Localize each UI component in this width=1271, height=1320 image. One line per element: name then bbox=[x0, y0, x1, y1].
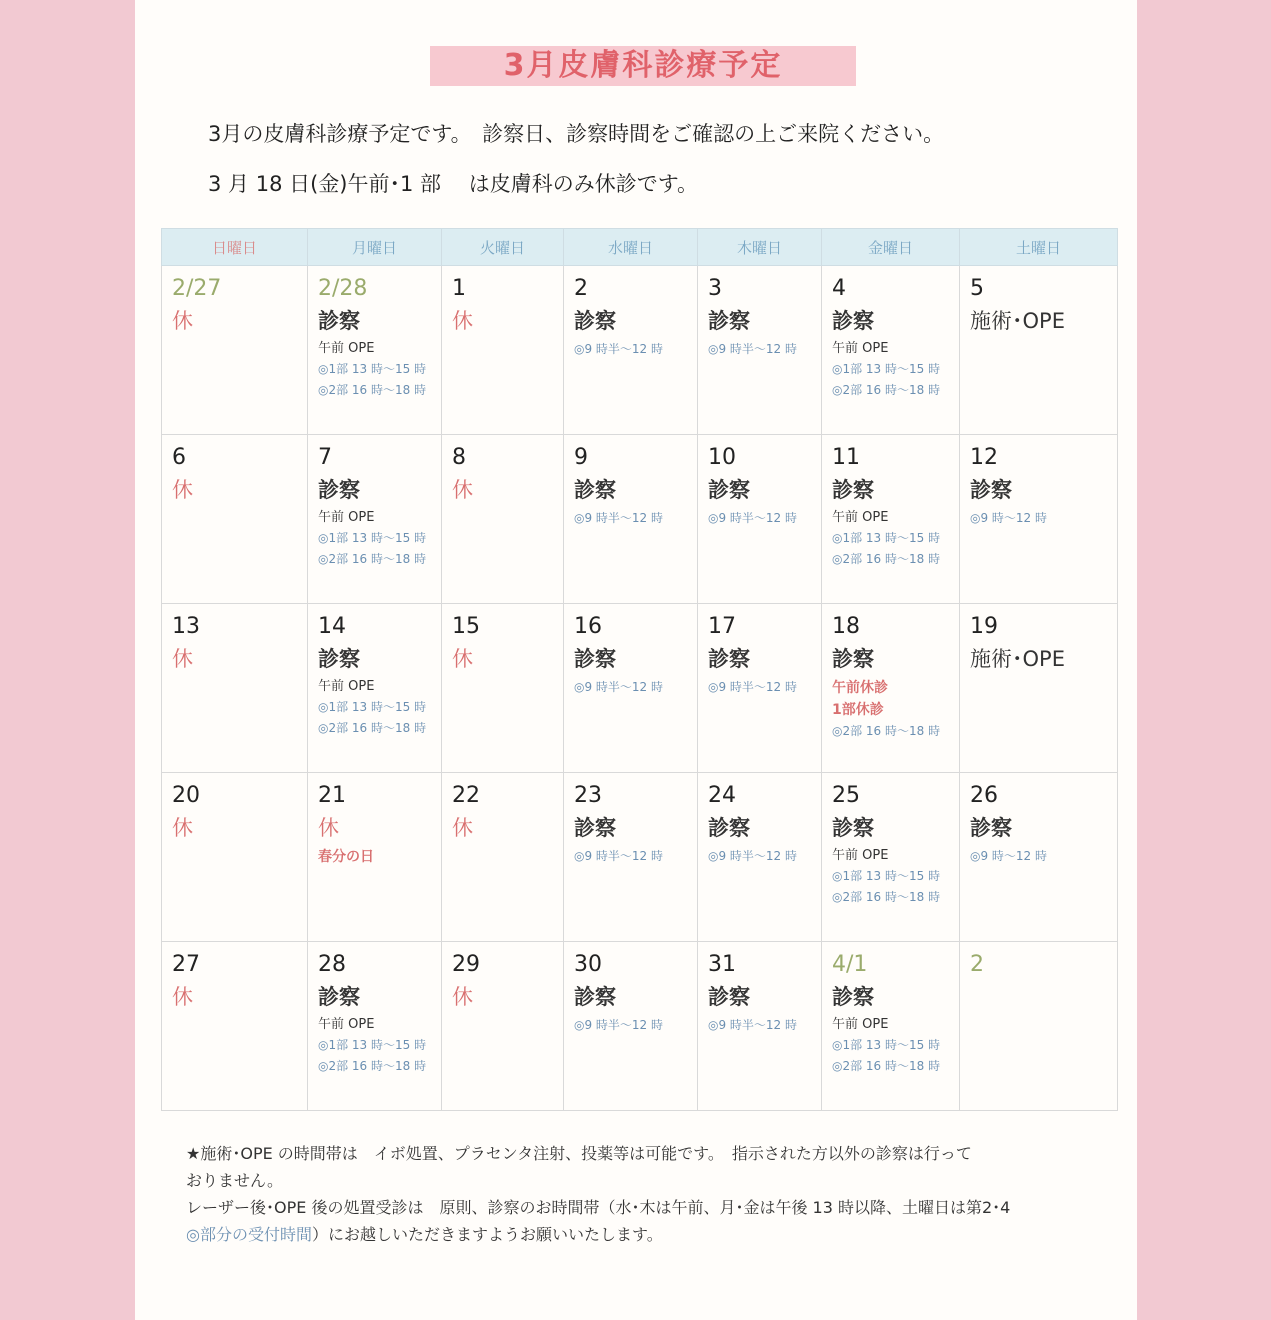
day-date: 17 bbox=[708, 614, 736, 639]
am-time: ◎9 時半～12 時 bbox=[574, 680, 664, 694]
day-date: 31 bbox=[708, 952, 736, 977]
weekday-saturday: 土曜日 bbox=[960, 229, 1118, 266]
weekday-monday: 月曜日 bbox=[308, 229, 442, 266]
day-consult: 診察 bbox=[970, 816, 1012, 840]
day-date: 4 bbox=[832, 276, 846, 301]
day-closed: 休 bbox=[172, 985, 193, 1009]
week-row bbox=[162, 942, 1118, 1111]
am-ope: 午前 OPE bbox=[832, 341, 889, 356]
note-line-2: おりません。 bbox=[186, 1171, 283, 1190]
part2-time: ◎2部 16 時～18 時 bbox=[318, 383, 427, 397]
am-ope: 午前 OPE bbox=[318, 679, 375, 694]
part2-time: ◎2部 16 時～18 時 bbox=[318, 721, 427, 735]
day-treatment: 施術･OPE bbox=[970, 309, 1065, 333]
day-closed: 休 bbox=[172, 478, 193, 502]
day-consult: 診察 bbox=[832, 816, 874, 840]
day-consult: 診察 bbox=[574, 985, 616, 1009]
am-ope: 午前 OPE bbox=[832, 1017, 889, 1032]
day-cell bbox=[308, 604, 442, 773]
day-date: 25 bbox=[832, 783, 860, 808]
day-date: 27 bbox=[172, 952, 200, 977]
day-cell bbox=[564, 942, 698, 1111]
part2-time: ◎2部 16 時～18 時 bbox=[832, 383, 941, 397]
part1-time: ◎1部 13 時～15 時 bbox=[832, 531, 941, 545]
day-cell bbox=[308, 773, 442, 942]
day-cell bbox=[564, 266, 698, 435]
day-cell bbox=[698, 435, 822, 604]
part2-time: ◎2部 16 時～18 時 bbox=[318, 1059, 427, 1073]
part2-time: ◎2部 16 時～18 時 bbox=[832, 890, 941, 904]
day-date: 15 bbox=[452, 614, 480, 639]
am-ope: 午前 OPE bbox=[318, 510, 375, 525]
day-closed: 休 bbox=[172, 647, 193, 671]
note-rest: ）にお越しいただきますようお願いいたします。 bbox=[311, 1225, 663, 1244]
part1-time: ◎1部 13 時～15 時 bbox=[832, 869, 941, 883]
day-consult: 診察 bbox=[574, 816, 616, 840]
weekday-friday: 金曜日 bbox=[822, 229, 960, 266]
day-cell bbox=[960, 266, 1118, 435]
day-date: 9 bbox=[574, 445, 588, 470]
intro-line-2: 3 月 18 日(金)午前･1 部 は皮膚科のみ休診です。 bbox=[208, 172, 699, 196]
week-row bbox=[162, 604, 1118, 773]
intro-line-1: 3月の皮膚科診療予定です。 診察日、診察時間をご確認の上ご来院ください。 bbox=[208, 122, 945, 146]
day-cell bbox=[308, 942, 442, 1111]
day-cell bbox=[162, 266, 308, 435]
day-consult: 診察 bbox=[832, 478, 874, 502]
day-date: 1 bbox=[452, 276, 466, 301]
day-cell bbox=[698, 773, 822, 942]
day-cell bbox=[698, 604, 822, 773]
day-cell bbox=[162, 942, 308, 1111]
day-date: 2/27 bbox=[172, 276, 222, 301]
day-consult: 診察 bbox=[708, 985, 750, 1009]
day-closed: 休 bbox=[452, 816, 473, 840]
day-cell bbox=[822, 773, 960, 942]
day-closed: 休 bbox=[452, 647, 473, 671]
day-consult: 診察 bbox=[318, 309, 360, 333]
am-time: ◎9 時半～12 時 bbox=[708, 1018, 798, 1032]
part1-time: ◎1部 13 時～15 時 bbox=[318, 531, 427, 545]
am-time: ◎9 時～12 時 bbox=[970, 849, 1048, 863]
part2-time: ◎2部 16 時～18 時 bbox=[832, 724, 941, 738]
part1-time: ◎1部 13 時～15 時 bbox=[832, 362, 941, 376]
day-cell bbox=[960, 435, 1118, 604]
am-ope: 午前 OPE bbox=[832, 848, 889, 863]
day-date: 28 bbox=[318, 952, 346, 977]
am-ope: 午前 OPE bbox=[318, 341, 375, 356]
day-date: 14 bbox=[318, 614, 346, 639]
day-treatment: 施術･OPE bbox=[970, 647, 1065, 671]
am-ope: 午前 OPE bbox=[832, 510, 889, 525]
day-cell bbox=[442, 604, 564, 773]
day-consult: 診察 bbox=[832, 309, 874, 333]
am-ope: 午前 OPE bbox=[318, 1017, 375, 1032]
am-time: ◎9 時半～12 時 bbox=[708, 511, 798, 525]
day-cell bbox=[960, 942, 1118, 1111]
day-date: 8 bbox=[452, 445, 466, 470]
part2-time: ◎2部 16 時～18 時 bbox=[832, 1059, 941, 1073]
weekday-wednesday: 水曜日 bbox=[564, 229, 698, 266]
week-row bbox=[162, 435, 1118, 604]
day-cell bbox=[442, 773, 564, 942]
part1-time: ◎1部 13 時～15 時 bbox=[318, 362, 427, 376]
part2-time: ◎2部 16 時～18 時 bbox=[832, 552, 941, 566]
day-cell bbox=[564, 773, 698, 942]
day-consult: 診察 bbox=[574, 309, 616, 333]
day-cell bbox=[442, 435, 564, 604]
weekday-thursday: 木曜日 bbox=[698, 229, 822, 266]
am-time: ◎9 時半～12 時 bbox=[708, 342, 798, 356]
day-consult: 診察 bbox=[574, 647, 616, 671]
day-date: 20 bbox=[172, 783, 200, 808]
day-date: 11 bbox=[832, 445, 860, 470]
day-consult: 診察 bbox=[318, 985, 360, 1009]
day-cell bbox=[822, 942, 960, 1111]
day-cell bbox=[960, 773, 1118, 942]
day-date: 23 bbox=[574, 783, 602, 808]
day-date: 16 bbox=[574, 614, 602, 639]
day-date: 13 bbox=[172, 614, 200, 639]
day-cell bbox=[822, 266, 960, 435]
note-line-3: レーザー後･OPE 後の処置受診は 原則、診察のお時間帯（水･木は午前、月･金は午後 13 時以降、土曜日は第2･4 bbox=[186, 1198, 1011, 1217]
day-cell bbox=[960, 604, 1118, 773]
day-cell bbox=[822, 604, 960, 773]
day-cell bbox=[564, 604, 698, 773]
note-line-4 bbox=[186, 1221, 1086, 1248]
calendar-table bbox=[161, 228, 1118, 1111]
day-cell bbox=[162, 604, 308, 773]
day-date: 24 bbox=[708, 783, 736, 808]
day-date: 5 bbox=[970, 276, 984, 301]
day-closed: 休 bbox=[318, 816, 339, 840]
day-consult: 診察 bbox=[708, 309, 750, 333]
day-consult: 診察 bbox=[708, 816, 750, 840]
day-consult: 診察 bbox=[318, 647, 360, 671]
day-closed: 休 bbox=[172, 816, 193, 840]
week-row bbox=[162, 266, 1118, 435]
note-line-1: ★施術･OPE の時間帯は イボ処置、プラセンタ注射、投薬等は可能です。 指示された方以外の診察は行って bbox=[186, 1144, 972, 1163]
day-date: 18 bbox=[832, 614, 860, 639]
part1-time: ◎1部 13 時～15 時 bbox=[318, 1038, 427, 1052]
am-time: ◎9 時半～12 時 bbox=[574, 511, 664, 525]
day-cell bbox=[162, 435, 308, 604]
am-time: ◎9 時半～12 時 bbox=[708, 680, 798, 694]
am-time: ◎9 時半～12 時 bbox=[574, 342, 664, 356]
day-cell bbox=[442, 266, 564, 435]
day-date: 2/28 bbox=[318, 276, 368, 301]
day-date: 26 bbox=[970, 783, 998, 808]
weekday-sunday: 日曜日 bbox=[162, 229, 308, 266]
day-date: 2 bbox=[970, 952, 984, 977]
day-cell bbox=[308, 435, 442, 604]
day-cell bbox=[698, 266, 822, 435]
part1-time: ◎1部 13 時～15 時 bbox=[832, 1038, 941, 1052]
day-consult: 診察 bbox=[832, 985, 874, 1009]
day-consult: 診察 bbox=[832, 647, 874, 671]
day-date: 30 bbox=[574, 952, 602, 977]
day-date: 21 bbox=[318, 783, 346, 808]
am-time: ◎9 時半～12 時 bbox=[574, 1018, 664, 1032]
footer-notes bbox=[186, 1140, 1086, 1248]
day-date: 2 bbox=[574, 276, 588, 301]
page-title: 3月皮膚科診療予定 bbox=[430, 46, 856, 86]
day-cell bbox=[564, 435, 698, 604]
day-closed: 休 bbox=[452, 985, 473, 1009]
day-date: 29 bbox=[452, 952, 480, 977]
am-time: ◎9 時半～12 時 bbox=[708, 849, 798, 863]
weekday-tuesday: 火曜日 bbox=[442, 229, 564, 266]
day-consult: 診察 bbox=[708, 478, 750, 502]
day-consult: 診察 bbox=[574, 478, 616, 502]
day-date: 22 bbox=[452, 783, 480, 808]
day-date: 7 bbox=[318, 445, 332, 470]
holiday-name: 春分の日 bbox=[318, 849, 374, 865]
day-cell bbox=[822, 435, 960, 604]
part1-closed-note: 1部休診 bbox=[832, 702, 884, 718]
day-closed: 休 bbox=[452, 478, 473, 502]
day-cell bbox=[442, 942, 564, 1111]
day-consult: 診察 bbox=[970, 478, 1012, 502]
day-closed: 休 bbox=[452, 309, 473, 333]
day-consult: 診察 bbox=[318, 478, 360, 502]
am-time: ◎9 時半～12 時 bbox=[574, 849, 664, 863]
day-consult: 診察 bbox=[708, 647, 750, 671]
week-row bbox=[162, 773, 1118, 942]
day-date: 4/1 bbox=[832, 952, 868, 977]
note-accent: ◎部分の受付時間 bbox=[186, 1225, 312, 1244]
day-date: 3 bbox=[708, 276, 722, 301]
day-date: 19 bbox=[970, 614, 998, 639]
am-time: ◎9 時～12 時 bbox=[970, 511, 1048, 525]
day-cell bbox=[162, 773, 308, 942]
weekday-header-row bbox=[162, 229, 1118, 266]
day-cell bbox=[698, 942, 822, 1111]
day-date: 6 bbox=[172, 445, 186, 470]
am-closed-note: 午前休診 bbox=[832, 680, 888, 696]
part2-time: ◎2部 16 時～18 時 bbox=[318, 552, 427, 566]
day-date: 12 bbox=[970, 445, 998, 470]
part1-time: ◎1部 13 時～15 時 bbox=[318, 700, 427, 714]
day-closed: 休 bbox=[172, 309, 193, 333]
day-cell bbox=[308, 266, 442, 435]
day-date: 10 bbox=[708, 445, 736, 470]
